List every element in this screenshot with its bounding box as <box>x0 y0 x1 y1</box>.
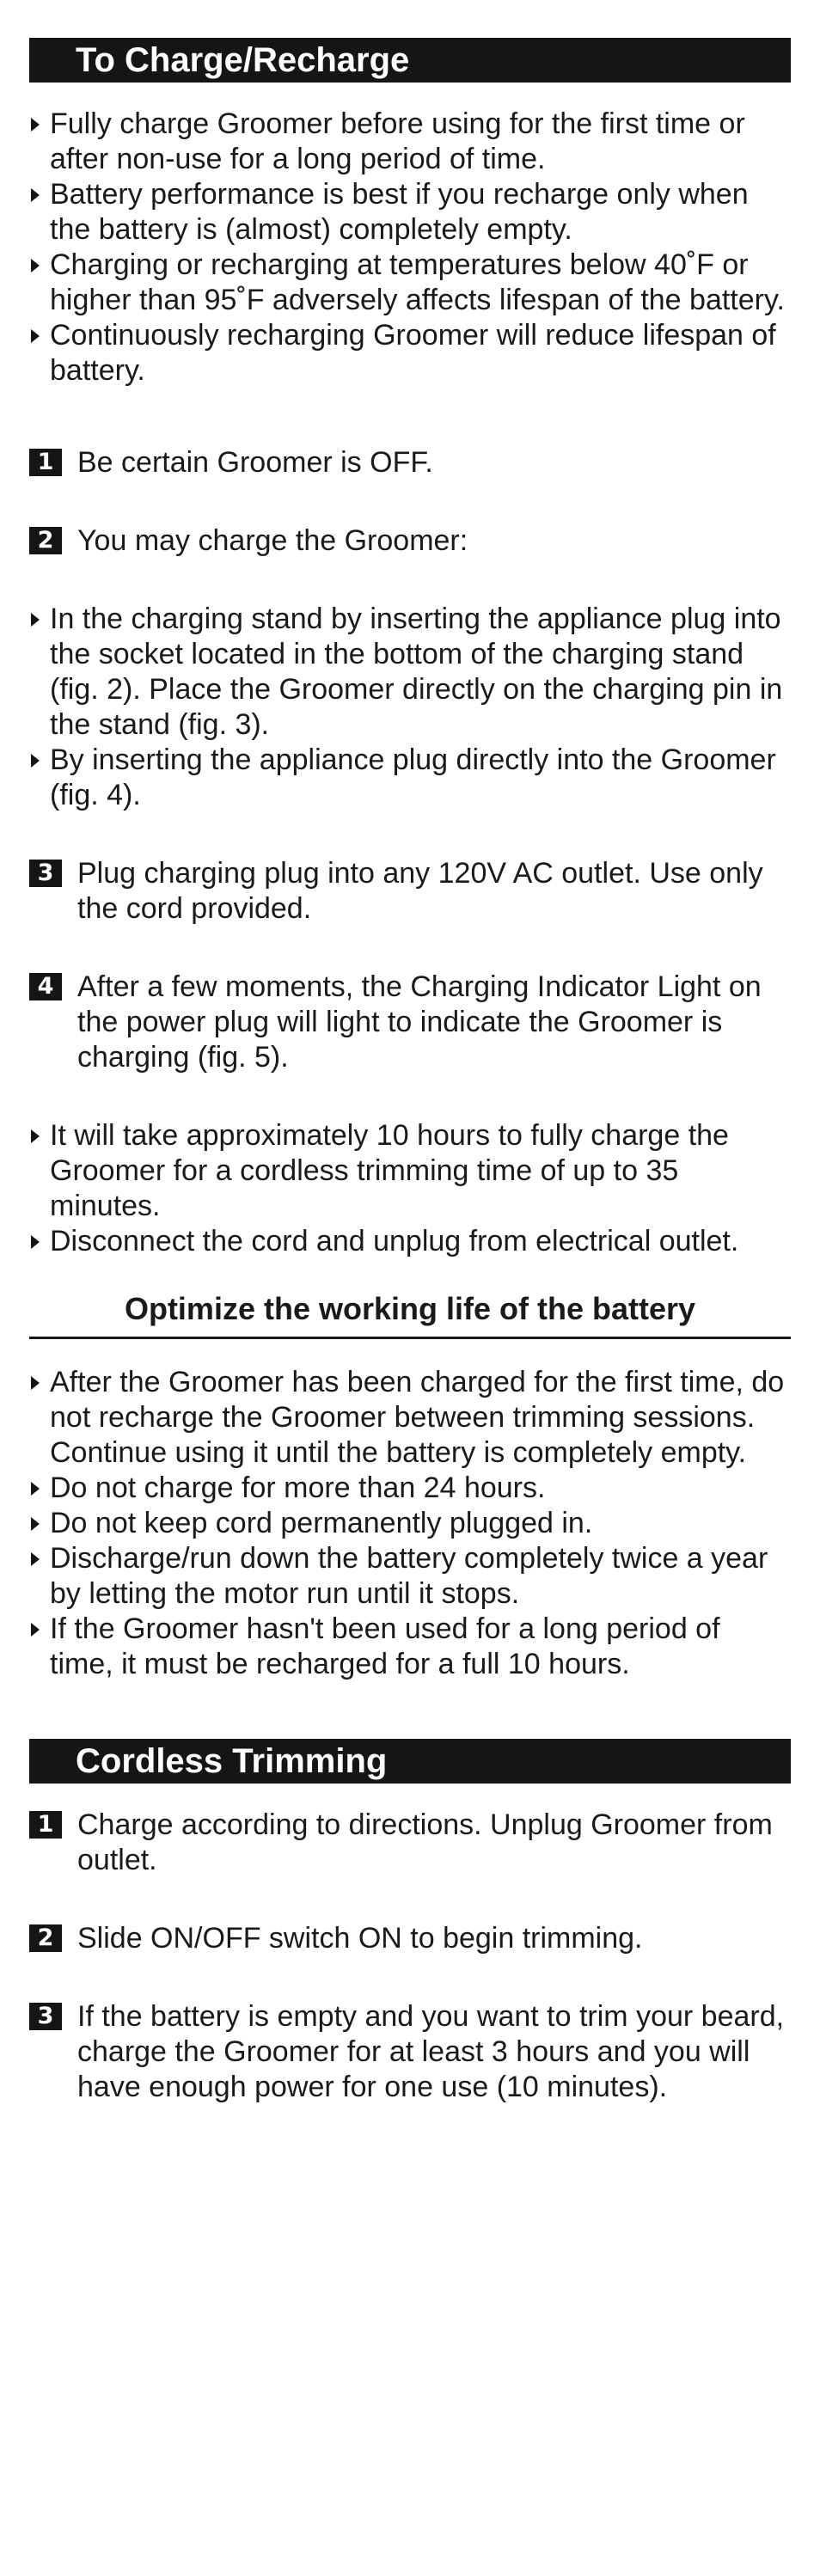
cordless-step-3 <box>29 1999 791 2105</box>
bullet-text: Charging or recharging at temperatures below 40˚F or higher than 95˚F adversely affects lifespan of the battery. <box>50 248 785 316</box>
bullet-icon <box>31 1517 40 1531</box>
list-item <box>29 1541 791 1612</box>
bullet-icon <box>31 1129 40 1143</box>
bullet-text: Battery performance is best if you recharge only when the battery is (almost) completely empty. <box>50 178 749 246</box>
charge-step-2 <box>29 523 791 559</box>
list-item <box>29 602 791 743</box>
list-item <box>29 743 791 813</box>
bullet-text: In the charging stand by inserting the appliance plug into the socket located in the bottom of the charging stand (fig. 2). Place the Groomer directly on the charging pin in the stand (fig. 3). <box>50 603 783 741</box>
bullet-icon <box>31 188 40 202</box>
step-text: Slide ON/OFF switch ON to begin trimming. <box>77 1922 643 1955</box>
list-item <box>29 248 791 318</box>
list-item <box>29 1506 791 1541</box>
charge-intro-list <box>29 107 791 389</box>
bullet-icon <box>31 1482 40 1496</box>
manual-page <box>29 38 791 2105</box>
cordless-step-2 <box>29 1921 791 1956</box>
step-number-badge: 3 <box>29 2003 62 2030</box>
bullet-text: Fully charge Groomer before using for the first time or after non-use for a long period of time. <box>50 107 745 175</box>
charge-step-1 <box>29 445 791 480</box>
list-item <box>29 1224 791 1259</box>
bullet-text: Do not charge for more than 24 hours. <box>50 1472 546 1504</box>
charge-step-3 <box>29 856 791 927</box>
bullet-icon <box>31 1235 40 1249</box>
bullet-icon <box>31 259 40 272</box>
bullet-icon <box>31 118 40 132</box>
charge-after-list <box>29 1118 791 1259</box>
step-number-badge: 1 <box>29 1811 62 1839</box>
list-item <box>29 1471 791 1506</box>
bullet-icon <box>31 613 40 627</box>
list-item <box>29 1612 791 1682</box>
step-text: If the battery is empty and you want to trim your beard, charge the Groomer for at least 3 hours and you will have enough power for one use (10 minutes). <box>77 2000 785 2103</box>
bullet-text: Disconnect the cord and unplug from electrical outlet. <box>50 1225 739 1257</box>
bullet-icon <box>31 329 40 343</box>
list-item <box>29 318 791 389</box>
bullet-text: Do not keep cord permanently plugged in. <box>50 1507 593 1539</box>
bullet-text: After the Groomer has been charged for the first time, do not recharge the Groomer between trimming sessions. Continue using it until the battery is completely empty. <box>50 1366 785 1469</box>
step-text: Be certain Groomer is OFF. <box>77 446 433 479</box>
bullet-text: By inserting the appliance plug directly into the Groomer (fig. 4). <box>50 743 776 811</box>
section-header-charge: To Charge/Recharge <box>29 38 791 83</box>
step-number-badge: 4 <box>29 973 62 1000</box>
step-text: You may charge the Groomer: <box>77 524 468 557</box>
charge-step-4 <box>29 970 791 1075</box>
cordless-step-1 <box>29 1808 791 1878</box>
bullet-text: Discharge/run down the battery completely twice a year by letting the motor run until it stops. <box>50 1542 768 1610</box>
list-item <box>29 107 791 177</box>
step-text: Plug charging plug into any 120V AC outlet. Use only the cord provided. <box>77 857 763 925</box>
step-text: After a few moments, the Charging Indicator Light on the power plug will light to indicate the Groomer is charging (fig. 5). <box>77 970 762 1074</box>
step-number-badge: 2 <box>29 527 62 554</box>
bullet-icon <box>31 1623 40 1637</box>
step-number-badge: 3 <box>29 860 62 887</box>
list-item <box>29 1365 791 1471</box>
charge-options-list <box>29 602 791 813</box>
step-number-badge: 2 <box>29 1924 62 1952</box>
step-number-badge: 1 <box>29 449 62 476</box>
bullet-icon <box>31 1552 40 1566</box>
bullet-text: It will take approximately 10 hours to fully charge the Groomer for a cordless trimming time of up to 35 minutes. <box>50 1119 729 1222</box>
bullet-text: Continuously recharging Groomer will reduce lifespan of battery. <box>50 319 776 387</box>
bullet-text: If the Groomer hasn't been used for a long period of time, it must be recharged for a full 10 hours. <box>50 1612 720 1680</box>
list-item <box>29 177 791 248</box>
bullet-icon <box>31 754 40 768</box>
section-header-cordless: Cordless Trimming <box>29 1739 791 1784</box>
battery-tips-list <box>29 1365 791 1682</box>
step-text: Charge according to directions. Unplug Groomer from outlet. <box>77 1808 773 1876</box>
section-header-battery: Optimize the working life of the battery <box>29 1290 791 1339</box>
bullet-icon <box>31 1376 40 1390</box>
list-item <box>29 1118 791 1224</box>
